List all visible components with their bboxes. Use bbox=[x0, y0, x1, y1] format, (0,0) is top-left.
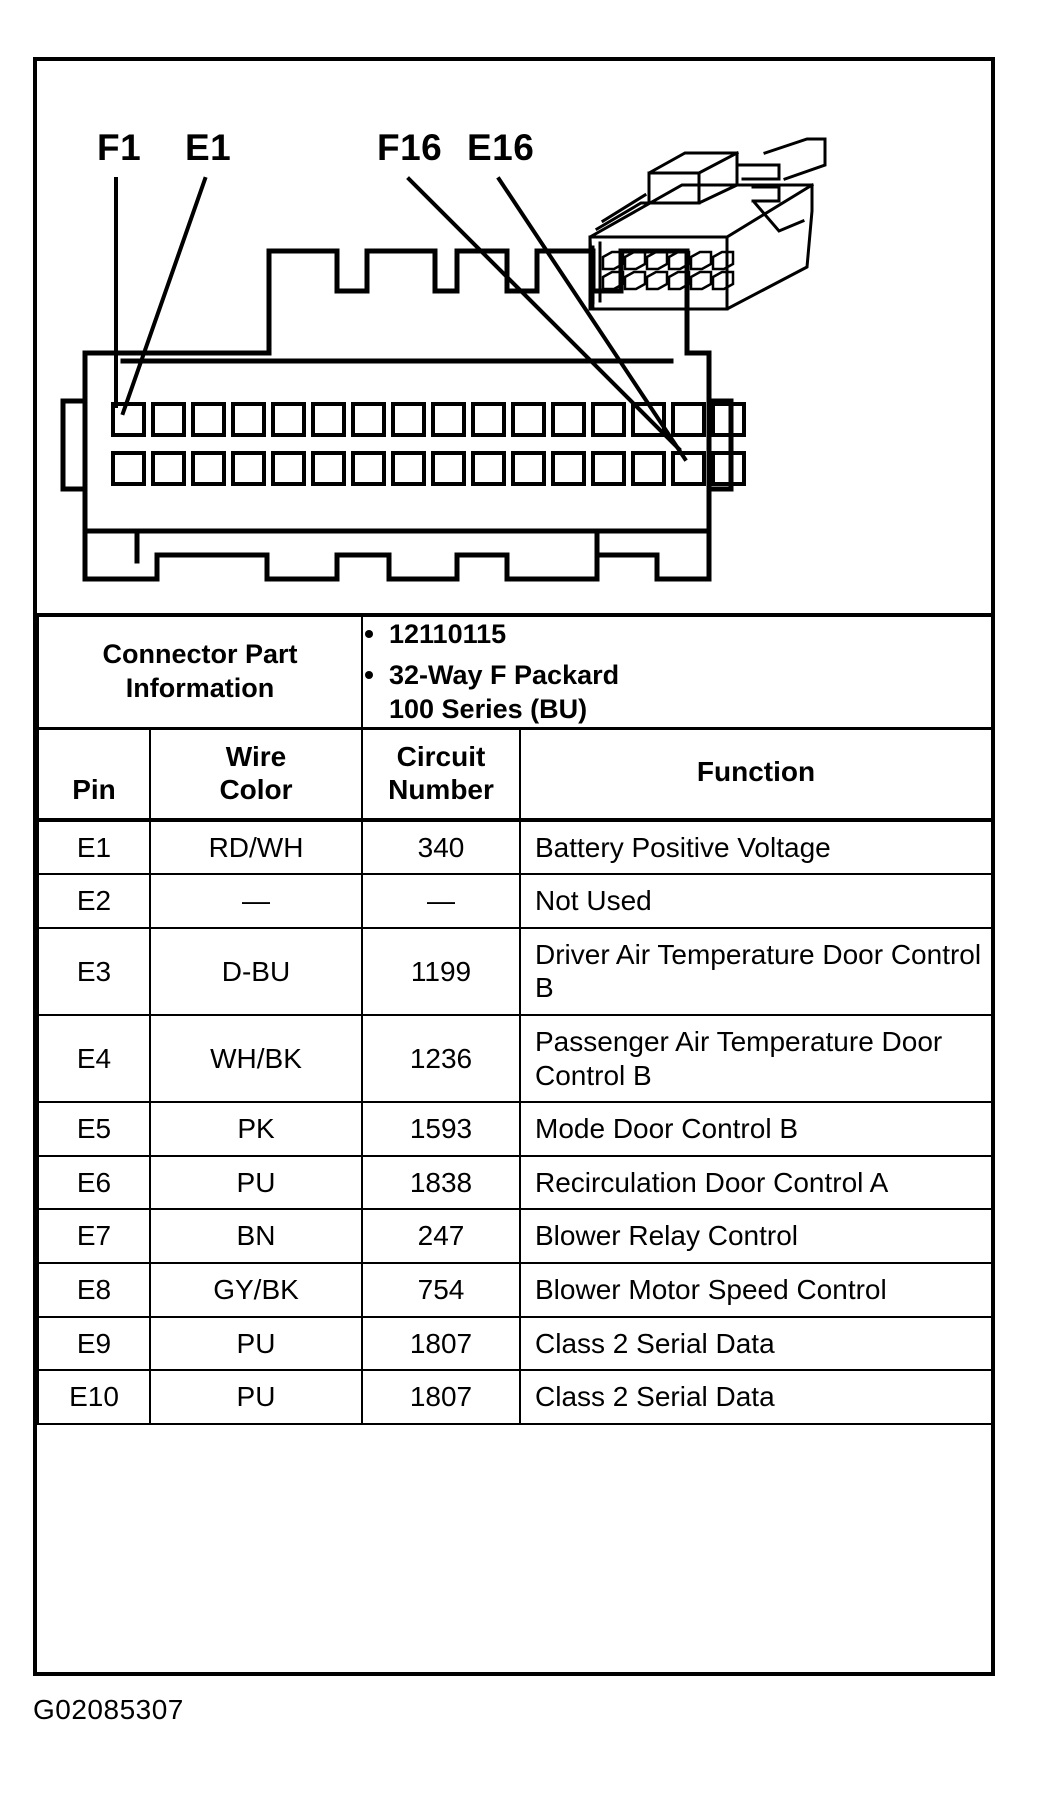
cell-function: Blower Motor Speed Control bbox=[520, 1263, 992, 1317]
table-row bbox=[38, 1317, 992, 1371]
table-row bbox=[38, 1156, 992, 1210]
cell-function: Driver Air Temperature Door Control B bbox=[520, 928, 992, 1015]
cell-circuit-number: 1199 bbox=[362, 928, 520, 1015]
isometric-connector bbox=[590, 139, 825, 309]
cell-wire-color: WH/BK bbox=[150, 1015, 362, 1102]
table-row bbox=[38, 874, 992, 928]
cell-function: Class 2 Serial Data bbox=[520, 1370, 992, 1424]
cell-pin: E7 bbox=[38, 1209, 150, 1263]
cell-circuit-number: 340 bbox=[362, 820, 520, 875]
wire-color-line-1: Wire bbox=[225, 740, 287, 772]
cell-function: Class 2 Serial Data bbox=[520, 1317, 992, 1371]
cell-wire-color: RD/WH bbox=[150, 820, 362, 875]
table-row bbox=[38, 1370, 992, 1424]
cell-function: Passenger Air Temperature Door Control B bbox=[520, 1015, 992, 1102]
cell-pin: E6 bbox=[38, 1156, 150, 1210]
figure-id: G02085307 bbox=[33, 1694, 184, 1725]
cell-function: Recirculation Door Control A bbox=[520, 1156, 992, 1210]
cell-pin: E8 bbox=[38, 1263, 150, 1317]
cell-function: Battery Positive Voltage bbox=[520, 820, 992, 875]
bullet-dot-icon bbox=[365, 630, 373, 638]
cell-circuit-number: 1838 bbox=[362, 1156, 520, 1210]
table-row bbox=[38, 1015, 992, 1102]
connector-drawing-svg bbox=[37, 61, 991, 613]
connector-part-bullets bbox=[362, 615, 992, 728]
cell-function: Blower Relay Control bbox=[520, 1209, 992, 1263]
pin-grid bbox=[113, 404, 744, 484]
callout-f16-label: F16 bbox=[377, 127, 443, 168]
cell-circuit-number: 754 bbox=[362, 1263, 520, 1317]
callout-f1-label: F1 bbox=[97, 127, 142, 168]
pin-table bbox=[37, 613, 993, 1425]
column-header-function: Function bbox=[520, 728, 992, 820]
column-header-circuit-number bbox=[362, 728, 520, 820]
cell-pin: E9 bbox=[38, 1317, 150, 1371]
cell-wire-color: PK bbox=[150, 1102, 362, 1156]
table-row bbox=[38, 1102, 992, 1156]
cell-circuit-number: 1593 bbox=[362, 1102, 520, 1156]
circuit-line-2: Number bbox=[388, 773, 494, 805]
table-row bbox=[38, 1209, 992, 1263]
cpi-line-1: Connector Part bbox=[102, 639, 298, 670]
cell-circuit-number: 1236 bbox=[362, 1015, 520, 1102]
connector-illustration bbox=[37, 61, 991, 613]
wire-color-line-2: Color bbox=[219, 773, 293, 805]
cell-circuit-number: 1807 bbox=[362, 1370, 520, 1424]
cell-pin: E2 bbox=[38, 874, 150, 928]
leader-line-e1 bbox=[123, 179, 205, 413]
cell-wire-color: PU bbox=[150, 1156, 362, 1210]
figure-frame bbox=[33, 57, 995, 1676]
part-number-text: 12110115 bbox=[389, 619, 507, 649]
table-row bbox=[38, 820, 992, 875]
cell-pin: E1 bbox=[38, 820, 150, 875]
bullet-dot-icon bbox=[365, 671, 373, 679]
cell-pin: E10 bbox=[38, 1370, 150, 1424]
connector-part-information-heading bbox=[38, 615, 362, 728]
cell-circuit-number: 247 bbox=[362, 1209, 520, 1263]
table-row bbox=[38, 928, 992, 1015]
table-header-row bbox=[38, 728, 992, 820]
cell-wire-color: — bbox=[150, 874, 362, 928]
cell-function: Mode Door Control B bbox=[520, 1102, 992, 1156]
table-row bbox=[38, 1263, 992, 1317]
circuit-line-1: Circuit bbox=[396, 740, 486, 772]
cell-pin: E5 bbox=[38, 1102, 150, 1156]
part-bullet-description bbox=[389, 658, 991, 727]
part-description-line-2: 100 Series (BU) bbox=[389, 694, 588, 725]
callout-e1-label: E1 bbox=[185, 127, 232, 168]
part-bullet-number bbox=[389, 617, 991, 652]
cell-wire-color: D-BU bbox=[150, 928, 362, 1015]
column-header-wire-color bbox=[150, 728, 362, 820]
cell-wire-color: PU bbox=[150, 1317, 362, 1371]
cpi-line-2: Information bbox=[125, 672, 275, 703]
cell-pin: E4 bbox=[38, 1015, 150, 1102]
cell-circuit-number: 1807 bbox=[362, 1317, 520, 1371]
cell-wire-color: BN bbox=[150, 1209, 362, 1263]
cell-wire-color: GY/BK bbox=[150, 1263, 362, 1317]
column-header-pin: Pin bbox=[38, 728, 150, 820]
callout-e16-label: E16 bbox=[467, 127, 535, 168]
cell-pin: E3 bbox=[38, 928, 150, 1015]
connector-part-information-row bbox=[38, 615, 992, 728]
cell-circuit-number: — bbox=[362, 874, 520, 928]
cell-function: Not Used bbox=[520, 874, 992, 928]
part-description-line-1: 32-Way F Packard bbox=[389, 659, 620, 690]
cell-wire-color: PU bbox=[150, 1370, 362, 1424]
